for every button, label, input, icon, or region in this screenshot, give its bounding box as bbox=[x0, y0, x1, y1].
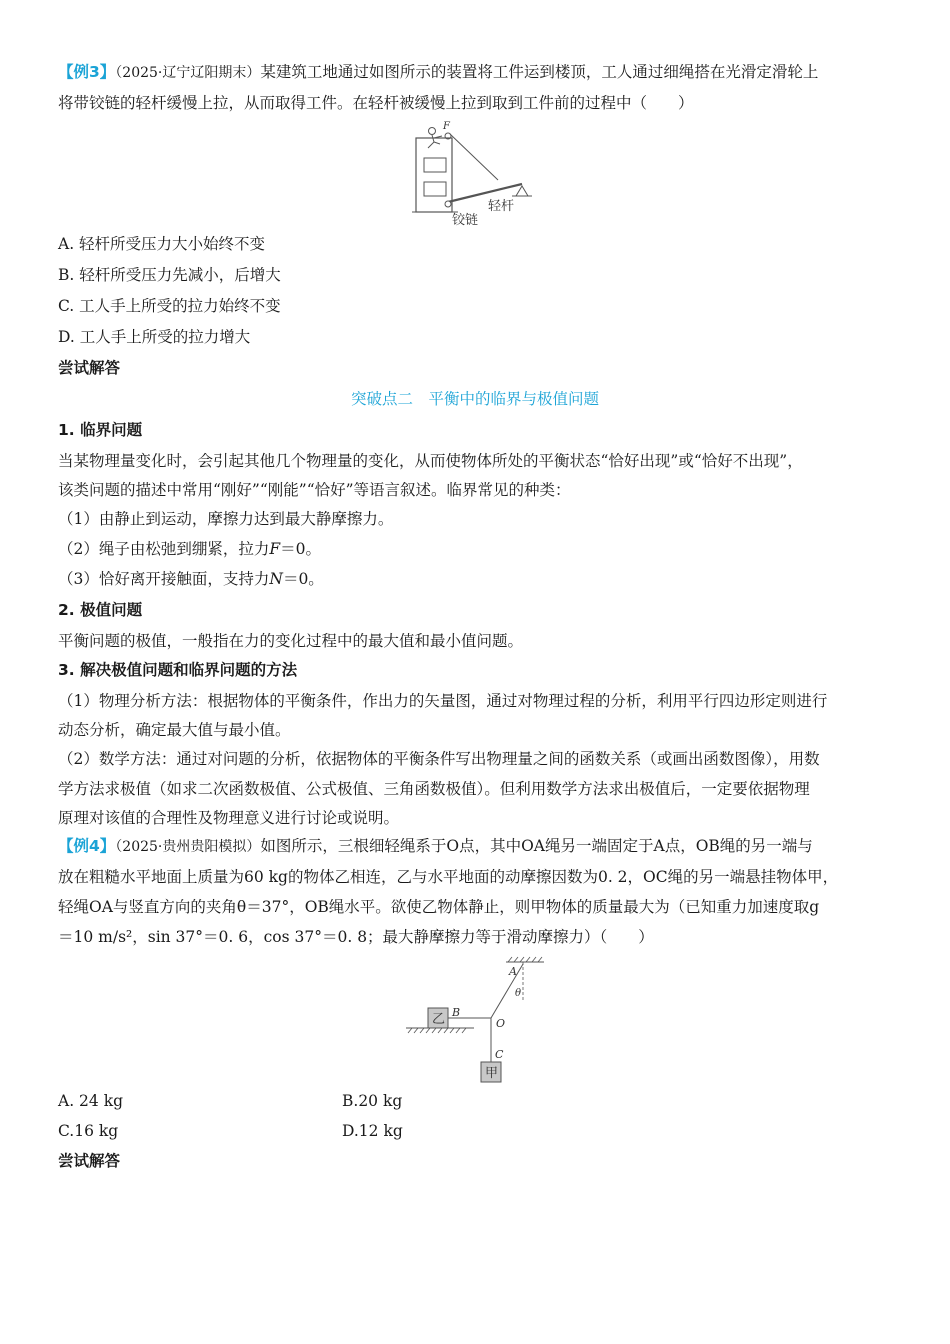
ex3-stem-line1 bbox=[58, 62, 892, 83]
support bbox=[516, 186, 528, 196]
ex3-stem-line2: 将带铰链的轻杆缓慢上拉，从而取得工件。在轻杆被缓慢上拉到取到工件前的过程中（ ） bbox=[58, 94, 694, 112]
label-C: C bbox=[495, 1048, 504, 1061]
p1-item3: （3）恰好离开接触面，支持力N＝0。 bbox=[58, 570, 324, 588]
ex4-options-row1 bbox=[58, 1091, 892, 1111]
p3-m1-line1: （1）物理分析方法：根据物体的平衡条件，作出力的矢量图，通过对物理过程的分析，利用平行四边形定则进行 bbox=[58, 692, 828, 710]
label-rod: 轻杆 bbox=[488, 199, 515, 214]
ex3-figure bbox=[408, 120, 548, 232]
ex4-source: （2025·贵州贵阳模拟） bbox=[115, 839, 261, 855]
p1-text1: 当某物理量变化时，会引起其他几个物理量的变化，从而使物体所处的平衡状态“恰好出现”或“恰好不出现”， bbox=[58, 452, 803, 470]
ex3-option-d[interactable]: D. 工人手上所受的拉力增大 bbox=[58, 328, 251, 346]
ex4-text1: 如图所示，三根细轻绳系于O点，其中OA绳另一端固定于A点，OB绳的另一端与 bbox=[260, 837, 813, 855]
p3-m2-line2: 学方法求极值（如求二次函数极值、公式极值、三角函数极值）。但利用数学方法求出极值后，一定要依据物理 bbox=[58, 780, 810, 798]
worker-head bbox=[429, 128, 436, 135]
hinge-icon bbox=[445, 201, 451, 207]
ex4-options-row2 bbox=[58, 1121, 892, 1141]
p3-m2-line1: （2）数学方法：通过对问题的分析，依据物体的平衡条件写出物理量之间的函数关系（或画出函数图像），用数 bbox=[58, 750, 820, 768]
label-theta: θ bbox=[515, 988, 522, 999]
ex4-figure bbox=[402, 956, 552, 1086]
p3-m2-line3: 原理对该值的合理性及物理意义进行讨论或说明。 bbox=[58, 809, 400, 827]
ex3-tag: 【例3】 bbox=[58, 63, 116, 81]
section-title: 突破点二 平衡中的临界与极值问题 bbox=[350, 390, 599, 408]
ex4-line3: 轻绳OA与竖直方向的夹角θ＝37°，OB绳水平。欲使乙物体静止，则甲物体的质量最大为（已知重力加速度取g bbox=[58, 898, 820, 916]
ex4-line1 bbox=[58, 836, 892, 857]
ex4-option-c[interactable]: C.16 kg bbox=[58, 1122, 119, 1140]
ex4-line2: 放在粗糙水平地面上质量为60 kg的物体乙相连，乙与水平地面的动摩擦因数为0. 2，OC绳的另一端悬挂物体甲， bbox=[58, 868, 839, 886]
svg-text:乙: 乙 bbox=[432, 1012, 446, 1027]
ex3-source: （2025·辽宁辽阳期末） bbox=[115, 65, 261, 81]
ex4-option-d[interactable]: D.12 kg bbox=[342, 1122, 403, 1140]
p1-item1: （1）由静止到运动，摩擦力达到最大静摩擦力。 bbox=[58, 510, 394, 528]
p1-text2: 该类问题的描述中常用“刚好”“刚能”“恰好”等语言叙述。临界常见的种类： bbox=[58, 481, 571, 499]
ex3-option-c[interactable]: C. 工人手上所受的拉力始终不变 bbox=[58, 297, 281, 315]
rope bbox=[450, 134, 498, 180]
p3-heading: 3. 解决极值问题和临界问题的方法 bbox=[58, 661, 298, 679]
label-A: A bbox=[509, 965, 517, 978]
label-F: F bbox=[443, 121, 450, 132]
ex3-try-answer: 尝试解答 bbox=[58, 359, 121, 377]
p1-item2: （2）绳子由松弛到绷紧，拉力F＝0。 bbox=[58, 540, 322, 558]
window-lower bbox=[424, 182, 446, 196]
p3-m1-line2: 动态分析，确定最大值与最小值。 bbox=[58, 721, 291, 739]
label-O: O bbox=[496, 1017, 506, 1030]
ex3-stem-text1: 某建筑工地通过如图所示的装置将工件运到楼顶，工人通过细绳搭在光滑定滑轮上 bbox=[260, 63, 819, 81]
ex4-tag: 【例4】 bbox=[58, 837, 116, 855]
ex4-line4: ＝10 m/s²，sin 37°＝0. 6，cos 37°＝0. 8；最大静摩擦力等于滑动摩擦力）（ ） bbox=[58, 928, 654, 946]
ex4-option-b[interactable]: B.20 kg bbox=[342, 1092, 403, 1110]
p1-heading: 1. 临界问题 bbox=[58, 421, 143, 439]
ex4-try-answer: 尝试解答 bbox=[58, 1152, 121, 1170]
ex4-option-a[interactable]: A. 24 kg bbox=[58, 1092, 124, 1110]
p2-heading: 2. 极值问题 bbox=[58, 601, 143, 619]
label-hinge: 铰链 bbox=[452, 213, 479, 228]
label-B: B bbox=[452, 1006, 461, 1019]
svg-text:甲: 甲 bbox=[485, 1066, 499, 1081]
ex3-option-a[interactable]: A. 轻杆所受压力大小始终不变 bbox=[58, 235, 266, 253]
p2-text: 平衡问题的极值，一般指在力的变化过程中的最大值和最小值问题。 bbox=[58, 632, 524, 650]
window-upper bbox=[424, 158, 446, 172]
ex3-option-b[interactable]: B. 轻杆所受压力先减小，后增大 bbox=[58, 266, 281, 284]
